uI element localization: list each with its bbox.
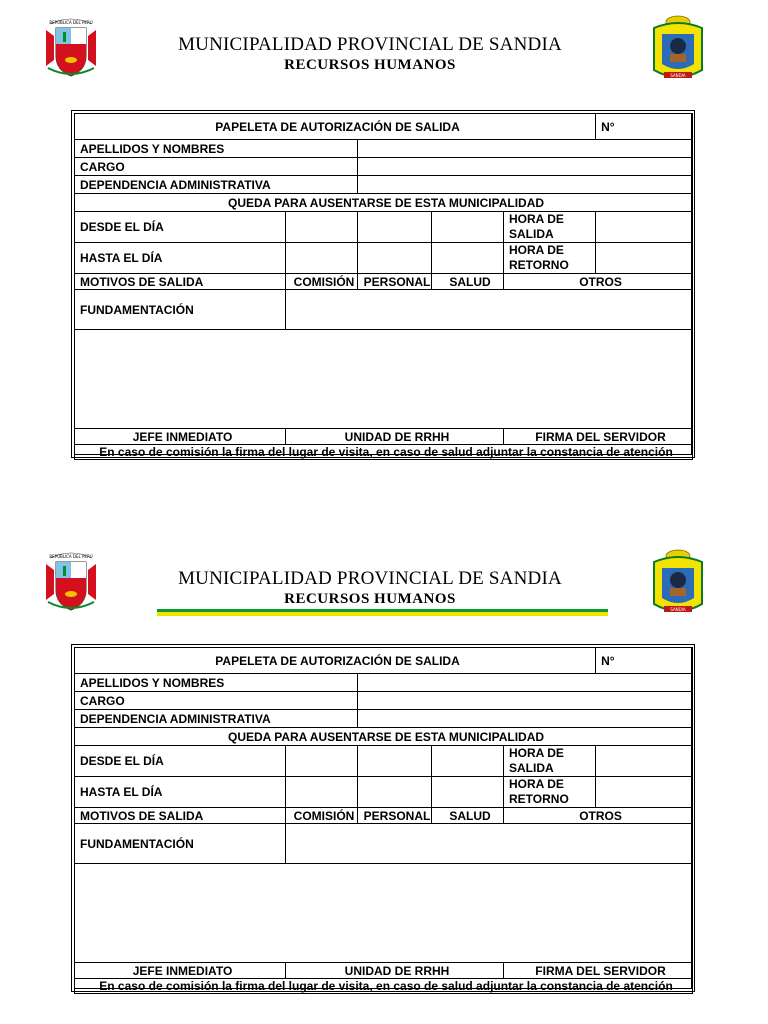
salud-option[interactable]: SALUD xyxy=(432,274,504,290)
personal-option[interactable]: PERSONAL xyxy=(358,274,432,290)
form-number-label: N° xyxy=(596,114,693,140)
names-label: APELLIDOS Y NOMBRES xyxy=(75,674,358,692)
names-field[interactable] xyxy=(358,674,693,692)
names-label: APELLIDOS Y NOMBRES xyxy=(75,140,358,158)
desde-label: DESDE EL DÍA xyxy=(75,746,286,777)
cargo-field[interactable] xyxy=(358,692,693,710)
desde-day-field[interactable] xyxy=(286,746,358,777)
svg-text:SANDIA: SANDIA xyxy=(670,73,686,78)
dependencia-label: DEPENDENCIA ADMINISTRATIVA xyxy=(75,710,358,728)
firma-label: FIRMA DEL SERVIDOR xyxy=(504,429,693,445)
hasta-label: HASTA EL DÍA xyxy=(75,243,286,274)
form-footnote: En caso de comisión la firma del lugar de visita, en caso de salud adjuntar la constancia de atención xyxy=(75,979,693,994)
peru-shield-icon xyxy=(42,16,100,78)
hasta-year-field[interactable] xyxy=(432,243,504,274)
hora-salida-field[interactable] xyxy=(596,746,693,777)
hora-salida-field[interactable] xyxy=(596,212,693,243)
hasta-day-field[interactable] xyxy=(286,243,358,274)
dependencia-field[interactable] xyxy=(358,176,693,194)
form-title: PAPELETA DE AUTORIZACIÓN DE SALIDA xyxy=(75,114,596,140)
dependencia-field[interactable] xyxy=(358,710,693,728)
rrhh-label: UNIDAD DE RRHH xyxy=(286,429,504,445)
form-block-1 xyxy=(0,0,768,470)
names-field[interactable] xyxy=(358,140,693,158)
page-title: MUNICIPALIDAD PROVINCIAL DE SANDIA xyxy=(178,568,562,589)
queda-label: QUEDA PARA AUSENTARSE DE ESTA MUNICIPALIDAD xyxy=(75,728,693,746)
exit-authorization-form xyxy=(71,110,695,458)
motivos-label: MOTIVOS DE SALIDA xyxy=(75,274,286,290)
firma-label: FIRMA DEL SERVIDOR xyxy=(504,963,693,979)
form-footnote: En caso de comisión la firma del lugar de visita, en caso de salud adjuntar la constancia de atención xyxy=(75,445,693,460)
queda-label: QUEDA PARA AUSENTARSE DE ESTA MUNICIPALIDAD xyxy=(75,194,693,212)
exit-authorization-form xyxy=(71,644,695,992)
otros-option[interactable]: OTROS xyxy=(504,808,693,824)
desde-month-field[interactable] xyxy=(358,212,432,243)
personal-option[interactable]: PERSONAL xyxy=(358,808,432,824)
fundamentacion-field[interactable] xyxy=(286,824,693,864)
cargo-label: CARGO xyxy=(75,158,358,176)
desde-day-field[interactable] xyxy=(286,212,358,243)
jefe-label: JEFE INMEDIATO xyxy=(75,963,286,979)
form-block-2 xyxy=(0,534,768,1004)
otros-option[interactable]: OTROS xyxy=(504,274,693,290)
page-subtitle: RECURSOS HUMANOS xyxy=(284,591,456,607)
page-subtitle: RECURSOS HUMANOS xyxy=(284,57,456,73)
cargo-label: CARGO xyxy=(75,692,358,710)
comision-option[interactable]: COMISIÓN xyxy=(286,808,358,824)
signature-area[interactable] xyxy=(75,330,693,429)
hora-retorno-label: HORA DE RETORNO xyxy=(504,777,596,808)
motivos-label: MOTIVOS DE SALIDA xyxy=(75,808,286,824)
sandia-coat-of-arms-icon xyxy=(648,14,708,84)
form-title: PAPELETA DE AUTORIZACIÓN DE SALIDA xyxy=(75,648,596,674)
header-color-stripe xyxy=(157,609,608,616)
sandia-coat-of-arms-icon xyxy=(648,548,708,618)
comision-option[interactable]: COMISIÓN xyxy=(286,274,358,290)
svg-text:SANDIA: SANDIA xyxy=(670,607,686,612)
desde-month-field[interactable] xyxy=(358,746,432,777)
hasta-year-field[interactable] xyxy=(432,777,504,808)
hora-retorno-field[interactable] xyxy=(596,243,693,274)
hasta-label: HASTA EL DÍA xyxy=(75,777,286,808)
svg-text:REPÚBLICA DEL PERÚ: REPÚBLICA DEL PERÚ xyxy=(49,554,93,559)
rrhh-label: UNIDAD DE RRHH xyxy=(286,963,504,979)
jefe-label: JEFE INMEDIATO xyxy=(75,429,286,445)
hora-retorno-label: HORA DE RETORNO xyxy=(504,243,596,274)
desde-label: DESDE EL DÍA xyxy=(75,212,286,243)
hasta-day-field[interactable] xyxy=(286,777,358,808)
hora-salida-label: HORA DE SALIDA xyxy=(504,212,596,243)
signature-area[interactable] xyxy=(75,864,693,963)
fundamentacion-label: FUNDAMENTACIÓN xyxy=(75,824,286,864)
fundamentacion-field[interactable] xyxy=(286,290,693,330)
hasta-month-field[interactable] xyxy=(358,777,432,808)
page-title: MUNICIPALIDAD PROVINCIAL DE SANDIA xyxy=(178,34,562,55)
cargo-field[interactable] xyxy=(358,158,693,176)
desde-year-field[interactable] xyxy=(432,212,504,243)
svg-text:REPÚBLICA DEL PERÚ: REPÚBLICA DEL PERÚ xyxy=(49,20,93,25)
dependencia-label: DEPENDENCIA ADMINISTRATIVA xyxy=(75,176,358,194)
hora-retorno-field[interactable] xyxy=(596,777,693,808)
form-number-label: N° xyxy=(596,648,693,674)
peru-shield-icon xyxy=(42,550,100,612)
fundamentacion-label: FUNDAMENTACIÓN xyxy=(75,290,286,330)
hora-salida-label: HORA DE SALIDA xyxy=(504,746,596,777)
hasta-month-field[interactable] xyxy=(358,243,432,274)
desde-year-field[interactable] xyxy=(432,746,504,777)
salud-option[interactable]: SALUD xyxy=(432,808,504,824)
